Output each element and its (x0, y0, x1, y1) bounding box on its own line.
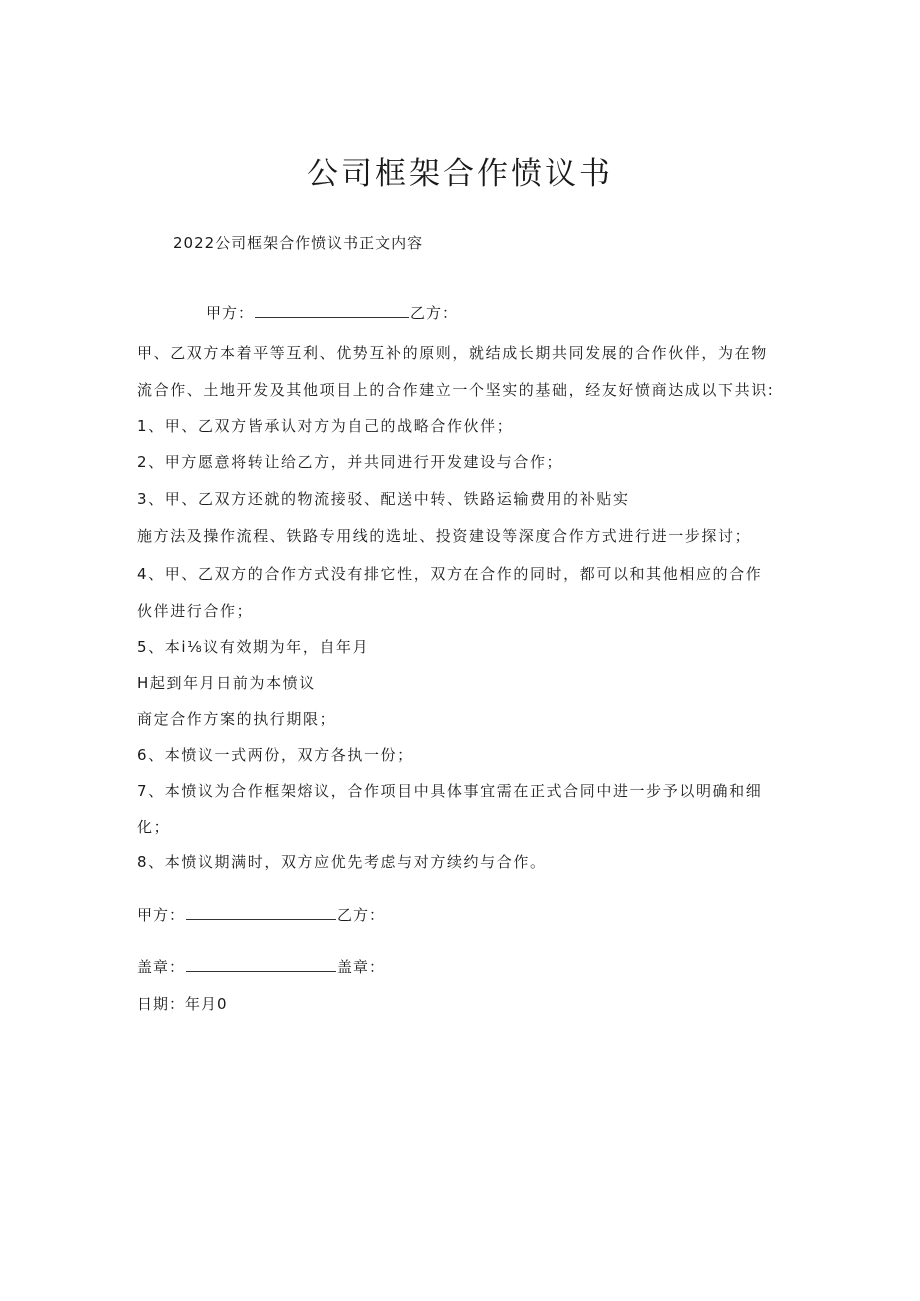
body-line-1: 甲、乙双方本着平等互利、优势互补的原则，就结成长期共同发展的合作伙伴，为在物 (137, 344, 768, 362)
body-line-9: 5、本i⅛议有效期为年，自年月 (137, 638, 370, 656)
body-line-7: 4、甲、乙双方的合作方式没有排它性，双方在合作的同时，都可以和其他相应的合作 (137, 565, 763, 583)
document-subtitle: 2022公司框架合作愤议书正文内容 (173, 234, 424, 252)
body-line-15: 8、本愤议期满时，双方应优先考虑与对方续约与合作。 (137, 853, 547, 871)
body-line-10: H起到年月日前为本愤议 (137, 674, 316, 692)
footer-party-a-blank (186, 905, 336, 920)
header-party-line (206, 303, 458, 323)
header-party-a-blank (255, 303, 409, 318)
seal-line (137, 957, 385, 977)
body-line-5: 3、甲、乙双方还就的物流接驳、配送中转、铁路运输费用的补贴实 (137, 490, 630, 508)
body-line-3: 1、甲、乙双方皆承认对方为自己的战略合作伙伴； (137, 417, 514, 435)
body-line-2: 流合作、土地开发及其他项目上的合作建立一个坚实的基础，经友好愤商达成以下共识: (137, 381, 775, 399)
body-line-11: 商定合作方案的执行期限； (137, 710, 337, 728)
footer-party-a-label: 甲方： (137, 906, 186, 924)
seal-a-blank (186, 957, 336, 972)
date-line: 日期：年月0 (137, 995, 228, 1013)
header-party-b-label: 乙方： (410, 304, 459, 322)
body-line-12: 6、本愤议一式两份，双方各执一份； (137, 746, 414, 764)
page-title: 公司框架合作愤议书 (307, 156, 613, 192)
header-party-a-label: 甲方： (206, 304, 255, 322)
body-line-8: 伙伴进行合作； (137, 602, 254, 620)
footer-party-line (137, 905, 385, 925)
footer-party-b-label: 乙方： (337, 906, 386, 924)
body-line-6: 施方法及操作流程、铁路专用线的选址、投资建设等深度合作方式进行进一步探讨； (137, 527, 752, 545)
body-line-13: 7、本愤议为合作框架熔议，合作项目中具体事宜需在正式合同中进一步予以明确和细 (137, 782, 763, 800)
seal-a-label: 盖章： (137, 958, 186, 976)
body-line-14: 化； (137, 818, 171, 836)
seal-b-label: 盖章： (337, 958, 386, 976)
body-line-4: 2、甲方愿意将转让给乙方，并共同进行开发建设与合作； (137, 453, 564, 471)
